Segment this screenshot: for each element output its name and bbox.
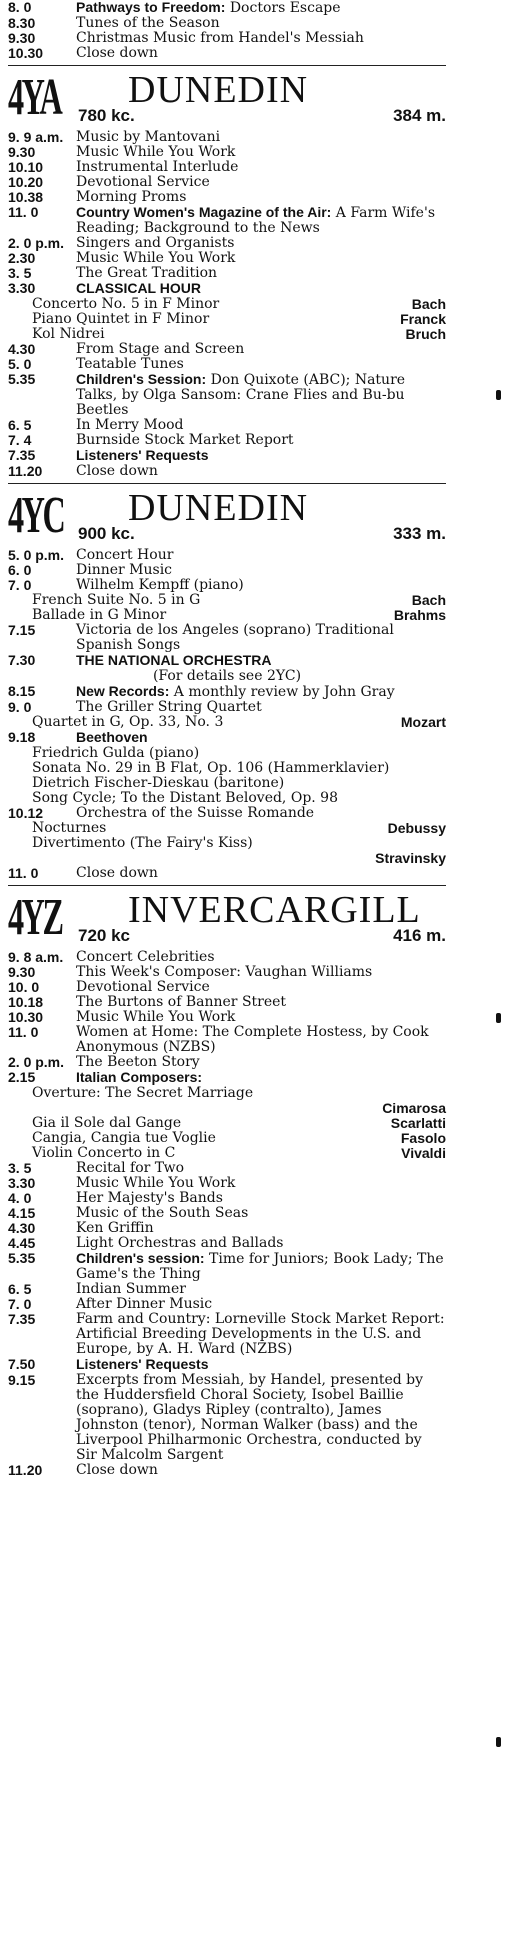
programme-text: Victoria de los Angeles (soprano) Traditional Spanish Songs bbox=[76, 622, 394, 653]
schedule-4yz bbox=[8, 950, 446, 1086]
schedule-entry bbox=[8, 281, 446, 297]
schedule-entry bbox=[8, 1221, 446, 1236]
close-4yc bbox=[8, 866, 446, 881]
time: 9.30 bbox=[8, 30, 36, 46]
programme-text: The Beeton Story bbox=[76, 1054, 200, 1070]
schedule-entry bbox=[8, 1176, 446, 1191]
schedule-entry bbox=[8, 1236, 446, 1251]
work-line bbox=[8, 327, 446, 342]
programme-text: The Great Tradition bbox=[76, 265, 218, 281]
programme-text: Orchestra of the Suisse Romande bbox=[76, 805, 315, 821]
time: 9.30 bbox=[8, 964, 36, 980]
time: 11.20 bbox=[8, 463, 43, 479]
work-title: Ballade in G Minor bbox=[32, 607, 167, 623]
schedule-4yc-c bbox=[8, 684, 446, 715]
schedule-entry bbox=[8, 1463, 446, 1478]
composer: Scarlatti bbox=[390, 1115, 446, 1131]
listings-column bbox=[8, 0, 446, 1478]
schedule-entry bbox=[8, 684, 446, 700]
schedule-4ya bbox=[8, 130, 446, 297]
composer: Franck bbox=[400, 311, 446, 327]
time: 3. 5 bbox=[8, 265, 32, 281]
station-city: DUNEDIN bbox=[128, 487, 309, 529]
programme-text: Music While You Work bbox=[76, 144, 236, 160]
programme-title: Beethoven bbox=[76, 729, 148, 745]
programme-text: Recital for Two bbox=[76, 1160, 185, 1176]
time: 2.15 bbox=[8, 1069, 36, 1085]
time: 4.15 bbox=[8, 1205, 36, 1221]
kempff-works bbox=[8, 593, 446, 623]
schedule-entry bbox=[8, 130, 446, 145]
schedule-entry bbox=[8, 806, 446, 821]
work-title: Cangia, Cangia tue Voglie bbox=[32, 1130, 216, 1146]
programme-text: Indian Summer bbox=[76, 1281, 186, 1297]
station-city: INVERCARGILL bbox=[128, 889, 421, 931]
call-sign: 4YZ bbox=[8, 889, 62, 946]
time: 5.35 bbox=[8, 1250, 36, 1266]
programme-text: Concert Hour bbox=[76, 547, 174, 563]
programme-text: Doctors Escape bbox=[225, 0, 341, 16]
call-sign: 4YC bbox=[8, 487, 64, 544]
work-line bbox=[8, 593, 446, 608]
wavelength: 416 m. bbox=[393, 926, 446, 945]
schedule-entry bbox=[8, 730, 446, 746]
schedule-entry bbox=[8, 433, 446, 448]
time: 10.38 bbox=[8, 189, 44, 205]
time: 9. 8 a.m. bbox=[8, 949, 64, 965]
programme-text: Music by Mantovani bbox=[76, 129, 221, 145]
composer: Fasolo bbox=[400, 1130, 446, 1146]
work-line bbox=[8, 1131, 446, 1146]
programme-text: From Stage and Screen bbox=[76, 341, 245, 357]
work-title: Gia il Sole dal Gange bbox=[32, 1115, 182, 1131]
beethoven-entry bbox=[8, 730, 446, 746]
schedule-entry bbox=[8, 175, 446, 190]
programme-text: The Griller String Quartet bbox=[76, 699, 262, 715]
programme-text: A monthly review by John Gray bbox=[169, 684, 395, 700]
programme-text: Farm and Country: Lorneville Stock Market Report: Artificial Breeding Developments in the U.S. and Europe, by A. H. Ward (NZBS) bbox=[76, 1311, 445, 1357]
work-title: Concerto No. 5 in F Minor bbox=[32, 296, 220, 312]
composer: Debussy bbox=[387, 820, 446, 836]
time: 9.18 bbox=[8, 729, 36, 745]
schedule-entry bbox=[8, 1191, 446, 1206]
schedule-4ya-evening bbox=[8, 342, 446, 479]
programme-text: Singers and Organists bbox=[76, 235, 235, 251]
schedule-entry bbox=[8, 995, 446, 1010]
work-title: Nocturnes bbox=[32, 820, 107, 836]
time: 11. 0 bbox=[8, 1024, 39, 1040]
schedule-entry bbox=[8, 548, 446, 563]
schedule-4yc bbox=[8, 548, 446, 593]
programme-text: Music of the South Seas bbox=[76, 1205, 249, 1221]
schedule-4yz-afternoon bbox=[8, 1161, 446, 1478]
time: 11.20 bbox=[8, 1462, 43, 1478]
work-title: Divertimento (The Fairy's Kiss) bbox=[32, 835, 253, 851]
time: 4. 0 bbox=[8, 1190, 32, 1206]
composer: Bruch bbox=[405, 326, 446, 342]
programme-text: Devotional Service bbox=[76, 174, 210, 190]
schedule-entry bbox=[8, 205, 446, 236]
schedule-entry bbox=[8, 1282, 446, 1297]
work-line bbox=[8, 297, 446, 312]
schedule-entry bbox=[8, 1312, 446, 1357]
work-title: Violin Concerto in C bbox=[32, 1145, 176, 1161]
work-line bbox=[8, 608, 446, 623]
schedule-4yc-b bbox=[8, 623, 446, 669]
time: 7.15 bbox=[8, 622, 36, 638]
programme-text: Tunes of the Season bbox=[76, 15, 220, 31]
schedule-entry bbox=[8, 563, 446, 578]
programme-text: Excerpts from Messiah, by Handel, presented by the Huddersfield Choral Society, Isobel Baillie (soprano), Gladys Ripley (contralto), James Johnston (tenor), Norman Walker (bass) and the Liverpool Philharmonic Orchestra, conducted by Sir Malcolm Sargent bbox=[76, 1372, 424, 1463]
programme-text: Close down bbox=[76, 463, 158, 479]
time: 9.30 bbox=[8, 144, 36, 160]
programme-text: Music While You Work bbox=[76, 1009, 236, 1025]
work-line bbox=[8, 836, 446, 851]
schedule-entry bbox=[8, 251, 446, 266]
composer-cimarosa: Cimarosa bbox=[382, 1100, 446, 1116]
time: 11. 0 bbox=[8, 204, 39, 220]
time: 2. 0 p.m. bbox=[8, 235, 65, 251]
time: 2.30 bbox=[8, 250, 36, 266]
schedule-entry bbox=[8, 1025, 446, 1055]
schedule-entry bbox=[8, 448, 446, 464]
schedule-entry bbox=[8, 866, 446, 881]
time: 7. 0 bbox=[8, 577, 32, 593]
programme-title: Pathways to Freedom: bbox=[76, 0, 226, 15]
programme-title: Country Women's Magazine of the Air: bbox=[76, 204, 332, 220]
programme-text: Don Quixote (ABC); Nature Talks, by Olga Sansom: Crane Flies and Bu-bu Beetles bbox=[76, 372, 406, 418]
composer: Brahms bbox=[393, 607, 446, 623]
wavelength: 333 m. bbox=[393, 524, 446, 543]
schedule-entry bbox=[8, 0, 446, 16]
schedule-entry bbox=[8, 1373, 446, 1463]
time: 2. 0 p.m. bbox=[8, 1054, 65, 1070]
suisse-works bbox=[8, 821, 446, 851]
time: 6. 5 bbox=[8, 1281, 32, 1297]
schedule-entry bbox=[8, 266, 446, 281]
programme-text: Burnside Stock Market Report bbox=[76, 432, 294, 448]
work-title: French Suite No. 5 in G bbox=[32, 592, 201, 608]
schedule-entry bbox=[8, 653, 446, 669]
work-line bbox=[8, 1116, 446, 1131]
time: 10.30 bbox=[8, 1009, 44, 1025]
programme-text: Concert Celebrities bbox=[76, 949, 215, 965]
schedule-entry bbox=[8, 46, 446, 61]
time: 4.30 bbox=[8, 341, 36, 357]
section-top bbox=[8, 0, 446, 61]
work-line bbox=[8, 1146, 446, 1161]
time: 8.15 bbox=[8, 683, 36, 699]
time: 7.30 bbox=[8, 652, 36, 668]
margin-mark bbox=[496, 390, 501, 400]
schedule-entry bbox=[8, 623, 446, 653]
time: 7.50 bbox=[8, 1356, 36, 1372]
programme-title: Italian Composers: bbox=[76, 1069, 203, 1085]
programme-title: Listeners' Requests bbox=[76, 1356, 209, 1372]
programme-text: Christmas Music from Handel's Messiah bbox=[76, 30, 364, 46]
programme-text: Devotional Service bbox=[76, 979, 210, 995]
schedule-entry bbox=[8, 160, 446, 175]
schedule-entry bbox=[8, 700, 446, 715]
suisse-entry bbox=[8, 806, 446, 821]
work-line bbox=[8, 821, 446, 836]
work-title: Quartet in G, Op. 33, No. 3 bbox=[32, 714, 224, 730]
time: 7. 4 bbox=[8, 432, 32, 448]
time: 10. 0 bbox=[8, 979, 40, 995]
schedule-entry bbox=[8, 145, 446, 160]
schedule-entry bbox=[8, 31, 446, 46]
schedule-entry bbox=[8, 190, 446, 205]
time: 5. 0 p.m. bbox=[8, 547, 65, 563]
programme-text: After Dinner Music bbox=[76, 1296, 213, 1312]
time: 10.30 bbox=[8, 45, 44, 61]
schedule-entry bbox=[8, 950, 446, 965]
composer: Bach bbox=[411, 296, 446, 312]
programme-text: Light Orchestras and Ballads bbox=[76, 1235, 284, 1251]
margin-mark bbox=[496, 1013, 501, 1023]
time: 10.10 bbox=[8, 159, 44, 175]
performer-line: Dietrich Fischer-Dieskau (baritone) bbox=[32, 775, 285, 791]
time: 10.20 bbox=[8, 174, 44, 190]
composer: Vivaldi bbox=[401, 1145, 446, 1161]
schedule-entry bbox=[8, 1010, 446, 1025]
schedule-entry bbox=[8, 1251, 446, 1282]
time: 6. 0 bbox=[8, 562, 32, 578]
programme-title: CLASSICAL HOUR bbox=[76, 280, 201, 296]
frequency: 720 kc bbox=[78, 926, 130, 945]
programme-title: Children's Session: bbox=[76, 371, 207, 387]
schedule-entry bbox=[8, 980, 446, 995]
time: 10.18 bbox=[8, 994, 44, 1010]
time: 8. 0 bbox=[8, 0, 32, 15]
composer-stravinsky: Stravinsky bbox=[375, 850, 446, 866]
schedule-entry bbox=[8, 464, 446, 479]
programme-text: Morning Proms bbox=[76, 189, 187, 205]
programme-text: A Farm Wife's Reading; Background to the News bbox=[76, 205, 436, 236]
schedule-entry bbox=[8, 372, 446, 418]
orchestra-note: (For details see 2YC) bbox=[152, 668, 302, 684]
composer: Mozart bbox=[400, 714, 446, 730]
schedule-entry bbox=[8, 342, 446, 357]
schedule-entry bbox=[8, 1161, 446, 1176]
performer-line: Friedrich Gulda (piano) bbox=[32, 745, 200, 761]
performer-line: Song Cycle; To the Distant Beloved, Op. 98 bbox=[32, 790, 338, 806]
programme-text: In Merry Mood bbox=[76, 417, 184, 433]
schedule-entry bbox=[8, 1357, 446, 1373]
time: 9.15 bbox=[8, 1372, 36, 1388]
work-title: Piano Quintet in F Minor bbox=[32, 311, 210, 327]
performer-line: Sonata No. 29 in B Flat, Op. 106 (Hammerklavier) bbox=[32, 760, 390, 776]
beethoven-lines bbox=[8, 746, 446, 806]
time: 9. 0 bbox=[8, 699, 32, 715]
station-header-4yc bbox=[8, 483, 446, 548]
programme-text: Dinner Music bbox=[76, 562, 173, 578]
quartet-work bbox=[8, 715, 446, 730]
time: 4.45 bbox=[8, 1235, 36, 1251]
programme-text: The Burtons of Banner Street bbox=[76, 994, 287, 1010]
time: 10.12 bbox=[8, 805, 44, 821]
schedule-entry bbox=[8, 16, 446, 31]
time: 3. 5 bbox=[8, 1160, 32, 1176]
programme-text: Music While You Work bbox=[76, 1175, 236, 1191]
call-sign: 4YA bbox=[8, 69, 61, 126]
programme-text: Women at Home: The Complete Hostess, by Cook Anonymous (NZBS) bbox=[76, 1024, 429, 1055]
schedule-entry bbox=[8, 965, 446, 980]
time: 4.30 bbox=[8, 1220, 36, 1236]
work-line bbox=[8, 312, 446, 327]
frequency: 900 kc. bbox=[78, 524, 135, 543]
time: 9. 9 a.m. bbox=[8, 129, 64, 145]
programme-text: Close down bbox=[76, 45, 158, 61]
time: 3.30 bbox=[8, 280, 36, 296]
time: 7.35 bbox=[8, 1311, 36, 1327]
station-header-4yz bbox=[8, 885, 446, 950]
frequency: 780 kc. bbox=[78, 106, 135, 125]
composer: Bach bbox=[411, 592, 446, 608]
programme-text: Ken Griffin bbox=[76, 1220, 154, 1236]
programme-text: Close down bbox=[76, 865, 158, 881]
programme-text: Her Majesty's Bands bbox=[76, 1190, 223, 1206]
time: 11. 0 bbox=[8, 865, 39, 881]
schedule-entry bbox=[8, 1055, 446, 1070]
station-header-4ya bbox=[8, 65, 446, 130]
schedule-entry bbox=[8, 236, 446, 251]
schedule-entry bbox=[8, 1070, 446, 1086]
programme-text: Instrumental Interlude bbox=[76, 159, 239, 175]
time: 6. 5 bbox=[8, 417, 32, 433]
schedule-entry bbox=[8, 418, 446, 433]
programme-text: Close down bbox=[76, 1462, 158, 1478]
programme-title: Children's session: bbox=[76, 1250, 205, 1266]
time: 7. 0 bbox=[8, 1296, 32, 1312]
programme-text: Time for Juniors; Book Lady; The Game's the Thing bbox=[76, 1251, 444, 1282]
programme-title: THE NATIONAL ORCHESTRA bbox=[76, 652, 272, 668]
margin-mark bbox=[496, 1737, 501, 1747]
work-title: Kol Nidrei bbox=[32, 326, 105, 342]
station-city: DUNEDIN bbox=[128, 69, 309, 111]
wavelength: 384 m. bbox=[393, 106, 446, 125]
schedule-entry bbox=[8, 578, 446, 593]
programme-text: Music While You Work bbox=[76, 250, 236, 266]
time: 8.30 bbox=[8, 15, 36, 31]
overture-line: Overture: The Secret Marriage bbox=[32, 1085, 254, 1101]
time: 3.30 bbox=[8, 1175, 36, 1191]
italian-works bbox=[8, 1116, 446, 1161]
schedule-entry bbox=[8, 1297, 446, 1312]
schedule-entry bbox=[8, 1206, 446, 1221]
time: 5.35 bbox=[8, 371, 36, 387]
classical-works bbox=[8, 297, 446, 342]
time: 5. 0 bbox=[8, 356, 32, 372]
time: 7.35 bbox=[8, 447, 36, 463]
programme-text: Wilhelm Kempff (piano) bbox=[76, 577, 244, 593]
programme-text: Teatable Tunes bbox=[76, 356, 184, 372]
programme-title: New Records: bbox=[76, 683, 170, 699]
schedule-entry bbox=[8, 357, 446, 372]
programme-title: Listeners' Requests bbox=[76, 447, 209, 463]
programme-text: This Week's Composer: Vaughan Williams bbox=[76, 964, 373, 980]
